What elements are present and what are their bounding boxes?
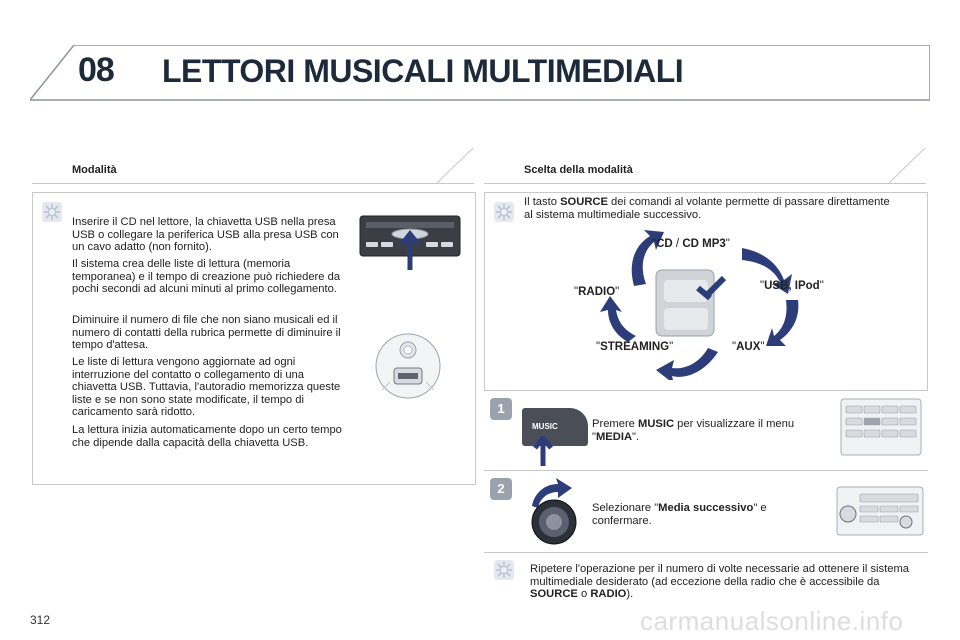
footer-text: Ripetere l'operazione per il numero di volte necessarie ad ottenere il sistema multimediale desiderato (ad eccezione della radio che è accessibile da SOURCE o RADIO).	[530, 563, 909, 600]
source-keyword: SOURCE	[560, 196, 608, 208]
rotary-knob-illustration	[524, 476, 584, 548]
music-button-label: MUSIC	[532, 422, 558, 431]
source-intro: Il tasto SOURCE dei comandi al volante permette di passare direttamente al sistema multimediale successivo.	[524, 196, 890, 221]
modalita-paragraph: Inserire il CD nel lettore, la chiavetta USB nella presa USB o collegare la periferica USB alla presa USB con un cavo adatto (non fornito).	[72, 216, 339, 253]
radio-panel-illustration	[840, 398, 922, 456]
modalita-paragraph: La lettura inizia automaticamente dopo un certo tempo che dipende dalla capacità della chiavetta USB.	[72, 424, 342, 449]
modalita-title: Modalità	[72, 164, 117, 176]
source-cycle-diagram	[584, 230, 834, 380]
step-2-badge: 2	[490, 478, 512, 500]
watermark: carmanualsonline.info	[640, 606, 904, 636]
cycle-label-cd: "CD / CD MP3"	[652, 238, 730, 250]
cycle-label-radio: "RADIO"	[574, 286, 620, 298]
press-arrow-icon	[530, 436, 556, 466]
chapter-title: LETTORI MUSICALI MULTIMEDIALI	[162, 53, 684, 89]
step-2-text: Selezionare "Media successivo" e confermare.	[592, 502, 767, 527]
cd-player-illustration	[358, 214, 462, 270]
modalita-paragraph: Le liste di lettura vengono aggiornate ad ogni interruzione del contatto o collegamento di una chiavetta USB. Tuttavia, l'autoradio memorizza queste liste e se non sono state modificate, il tempo di caricamento sarà ridotto.	[72, 356, 341, 418]
tip-icon	[42, 202, 62, 222]
chapter-number: 08	[78, 51, 114, 89]
cycle-label-aux: "AUX"	[732, 341, 765, 353]
page-number: 312	[30, 613, 51, 627]
scelta-title: Scelta della modalità	[524, 164, 633, 176]
step-1-badge: 1	[490, 398, 512, 420]
tip-icon	[494, 560, 514, 580]
tip-icon	[494, 202, 514, 222]
cycle-label-streaming: "STREAMING"	[596, 341, 674, 353]
cycle-label-usb: "USB, IPod"	[760, 280, 824, 292]
modalita-paragraph: Diminuire il numero di file che non siano musicali ed il numero di contatti della rubrica permette di diminuire il tempo d'attesa.	[72, 314, 341, 351]
chapter-header	[30, 45, 930, 103]
step-1-text: Premere MUSIC per visualizzare il menu "MEDIA".	[592, 418, 795, 443]
modalita-paragraph: Il sistema crea delle liste di lettura (memoria temporanea) e il tempo di creazione può richiedere da pochi secondi ad alcuni minuti al primo collegamento.	[72, 258, 341, 295]
usb-port-illustration	[372, 330, 444, 402]
radio-knob-panel-illustration	[836, 486, 924, 536]
